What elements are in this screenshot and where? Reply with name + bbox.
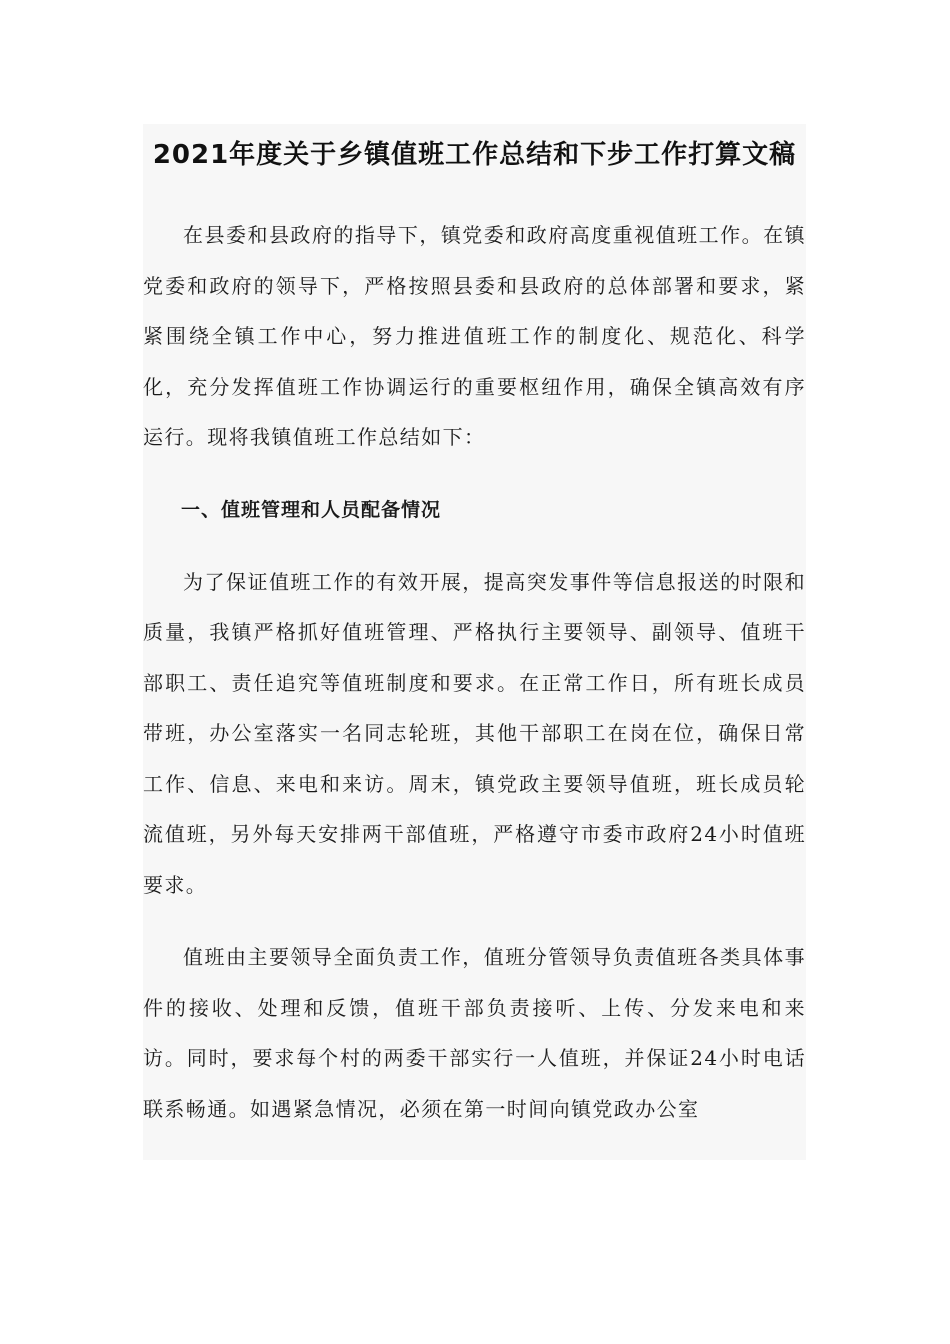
document-page	[143, 124, 806, 1160]
paragraph-intro: 在县委和县政府的指导下，镇党委和政府高度重视值班工作。在镇党委和政府的领导下，严格按照县委和县政府的总体部署和要求，紧紧围绕全镇工作中心，努力推进值班工作的制度化、规范化、科学化，充分发挥值班工作协调运行的重要枢纽作用，确保全镇高效有序运行。现将我镇值班工作总结如下：	[143, 223, 806, 449]
paragraph-staffing: 为了保证值班工作的有效开展，提高突发事件等信息报送的时限和质量，我镇严格抓好值班管理、严格执行主要领导、副领导、值班干部职工、责任追究等值班制度和要求。在正常工作日，所有班长成员带班，办公室落实一名同志轮班，其他干部职工在岗在位，确保日常工作、信息、来电和来访。周末，镇党政主要领导值班，班长成员轮流值班，另外每天安排两干部值班，严格遵守市委市政府24小时值班要求。	[143, 569, 806, 897]
paragraph-responsibility: 值班由主要领导全面负责工作，值班分管领导负责值班各类具体事件的接收、处理和反馈，值班干部负责接听、上传、分发来电和来访。同时，要求每个村的两委干部实行一人值班，并保证24小时电话联系畅通。如遇紧急情况，必须在第一时间向镇党政办公室	[143, 945, 806, 1121]
document-body	[143, 210, 806, 1134]
section-heading-1: 一、值班管理和人员配备情况	[181, 498, 442, 521]
document-title: 2021年度关于乡镇值班工作总结和下步工作打算文稿	[152, 140, 797, 170]
